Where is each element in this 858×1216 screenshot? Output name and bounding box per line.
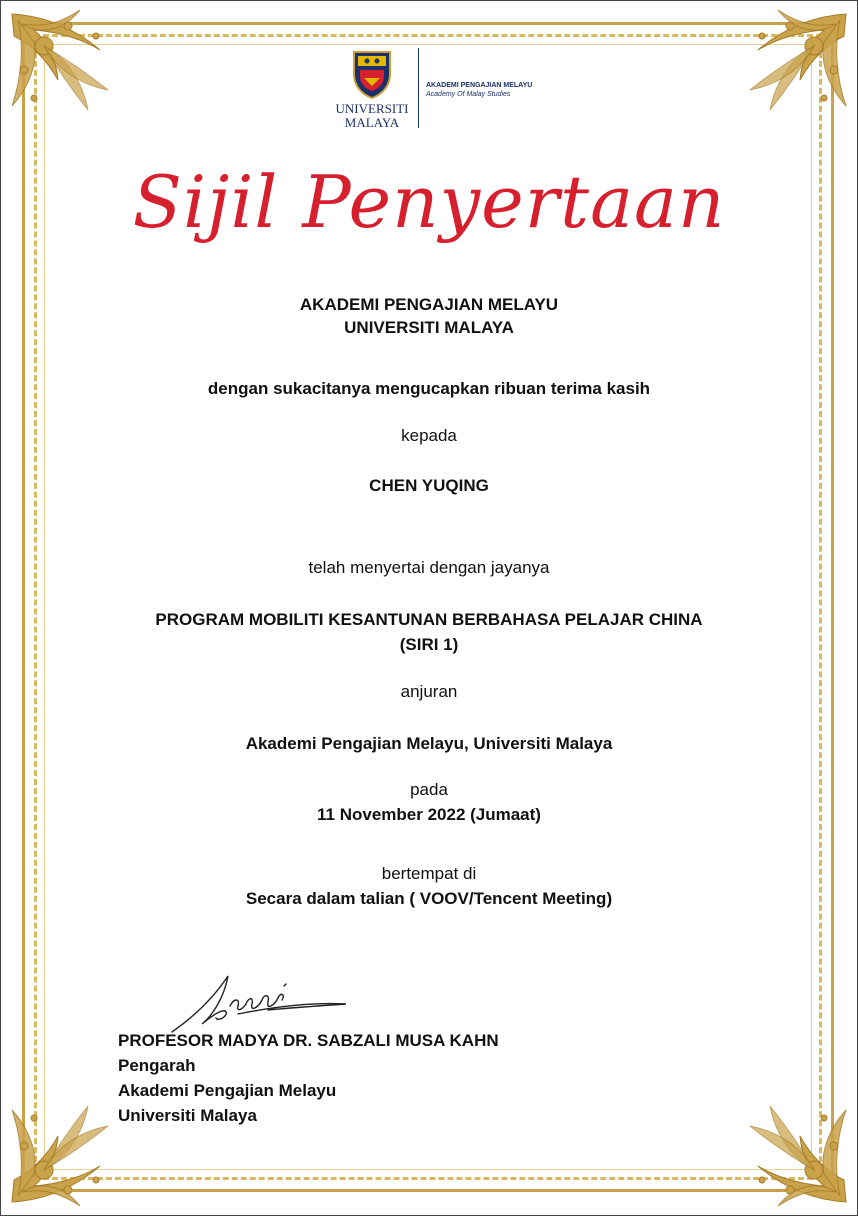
crest-icon — [350, 48, 394, 100]
signature-image — [168, 968, 358, 1038]
logo-divider — [418, 48, 419, 128]
signatory-department: Akademi Pengajian Melayu — [118, 1081, 337, 1100]
date-label: pada — [410, 780, 448, 799]
certificate-title: Sijil Penyertaan — [132, 160, 726, 244]
university-line1: UNIVERSITI — [335, 101, 409, 116]
ornament-corner-icon — [4, 6, 134, 136]
university-line2: MALAYA — [344, 115, 400, 130]
to-label: kepada — [401, 426, 457, 445]
issuer-line1: AKADEMI PENGAJIAN MELAYU — [299, 295, 559, 314]
signatory-name: PROFESOR MADYA DR. SABZALI MUSA KAHN — [118, 1031, 499, 1050]
venue-label: bertempat di — [381, 864, 477, 883]
academy-name: AKADEMI PENGAJIAN MELAYU — [426, 82, 533, 89]
recipient-name: CHEN YUQING — [369, 476, 489, 495]
gratitude-text: dengan sukacitanya mengucapkan ribuan terima kasih — [207, 379, 651, 398]
academy-name-english: Academy Of Malay Studies — [426, 91, 511, 98]
issuer-line2: UNIVERSITI MALAYA — [344, 318, 514, 337]
signatory-institution: Universiti Malaya — [118, 1106, 257, 1125]
signatory-position: Pengarah — [118, 1056, 196, 1075]
event-date: 11 November 2022 (Jumaat) — [317, 805, 541, 824]
university-logo — [332, 46, 572, 130]
ornament-corner-icon — [4, 1080, 134, 1210]
participated-label: telah menyertai dengan jayanya — [308, 558, 550, 577]
event-venue: Secara dalam talian ( VOOV/Tencent Meeting) — [245, 889, 613, 908]
ornament-corner-icon — [724, 1080, 854, 1210]
program-line1: PROGRAM MOBILITI KESANTUNAN BERBAHASA PELAJAR CHINA — [155, 610, 703, 629]
organized-label: anjuran — [400, 682, 458, 701]
organizer-name: Akademi Pengajian Melayu, Universiti Malaya — [245, 734, 613, 753]
ornament-corner-icon — [724, 6, 854, 136]
university-wordmark — [332, 102, 412, 130]
program-line2: (SIRI 1) — [399, 635, 459, 654]
